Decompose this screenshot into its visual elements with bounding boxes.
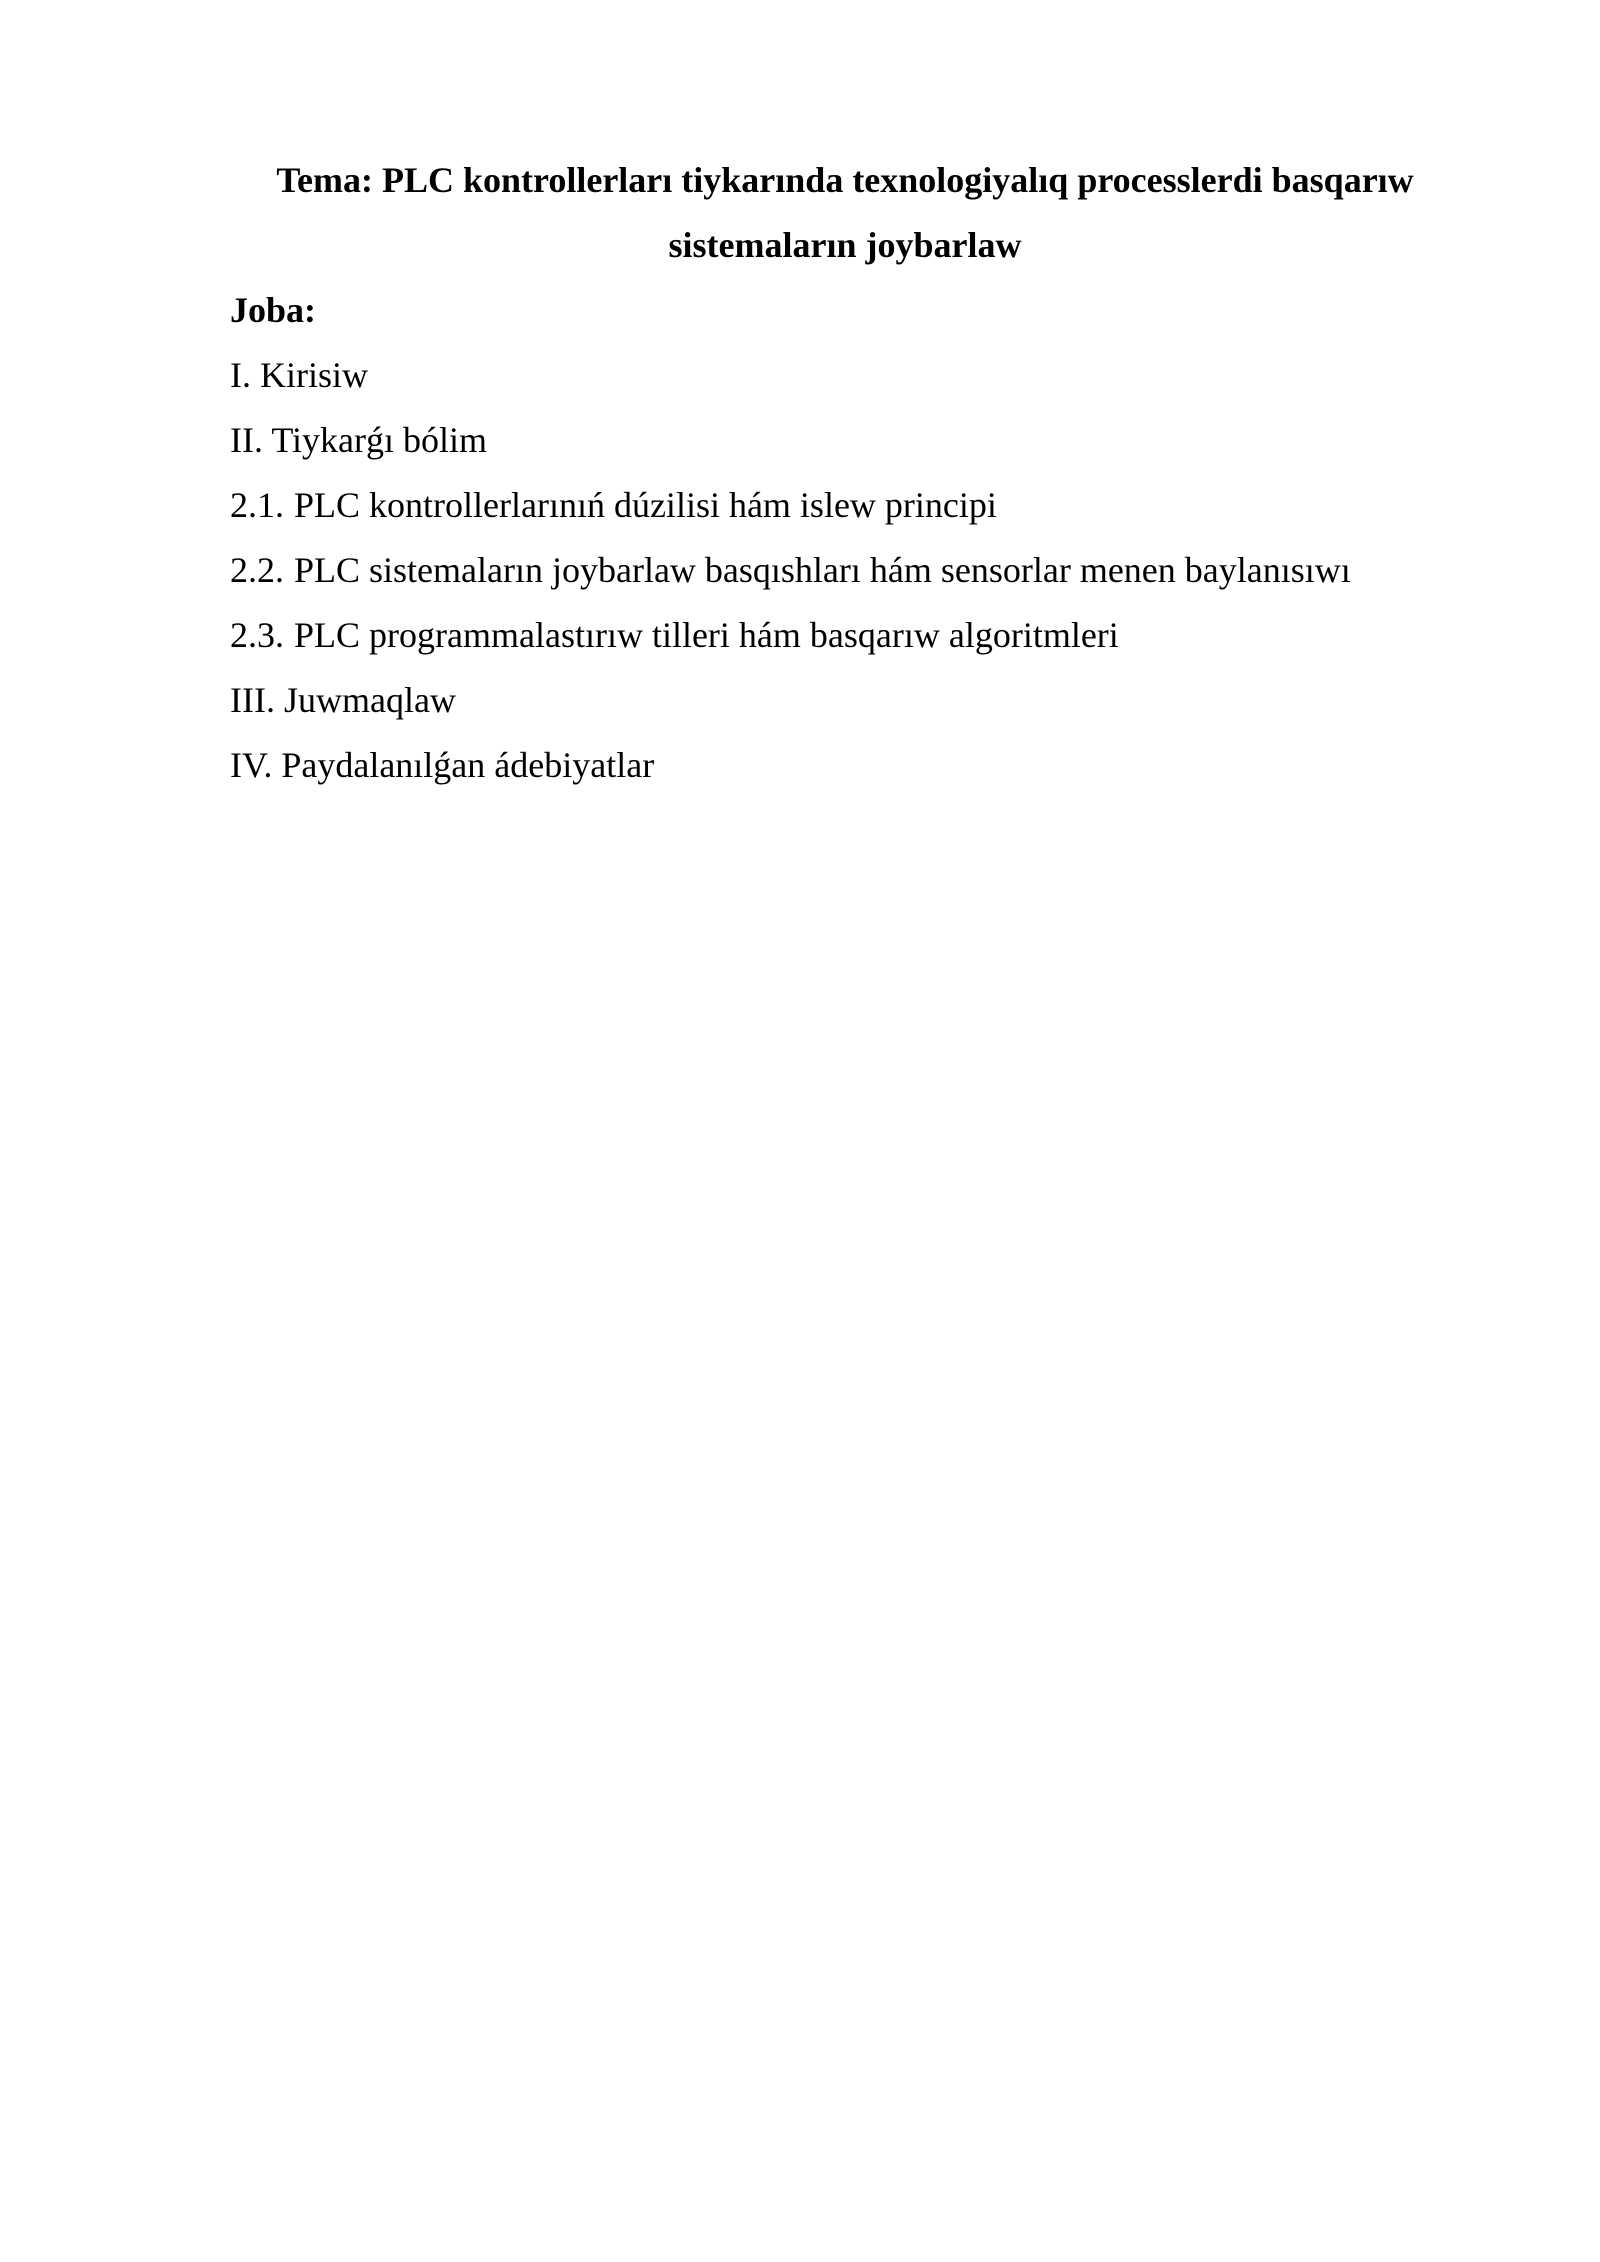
plan-list <box>230 343 1460 798</box>
plan-item-text: II. Tiykarǵı bólim <box>230 420 488 460</box>
plan-item-text: I. Kirisiw <box>230 355 368 395</box>
plan-item <box>230 733 1460 798</box>
plan-item-number: 2.2. <box>230 550 284 590</box>
plan-item-text: PLC programmalastırıw tilleri hám basqarıw algoritmleri <box>294 615 1119 655</box>
plan-item <box>230 668 1460 733</box>
plan-item <box>230 603 1460 668</box>
plan-item <box>230 473 1460 538</box>
plan-item <box>230 538 1460 603</box>
document-title <box>230 148 1460 278</box>
plan-heading: Joba: <box>230 290 317 330</box>
plan-item-number: 2.3. <box>230 615 284 655</box>
title-line-1: Tema: PLC kontrollerları tiykarında texnologiyalıq processlerdi basqarıw <box>276 160 1414 200</box>
plan-item <box>230 408 1460 473</box>
plan-item-text: PLC sistemaların joybarlaw basqıshları hám sensorlar menen baylanısıwı <box>294 550 1351 590</box>
plan-item-text: III. Juwmaqlaw <box>230 680 456 720</box>
plan-item <box>230 343 1460 408</box>
plan-item-number: 2.1. <box>230 485 284 525</box>
document-content <box>230 148 1460 798</box>
plan-item-text: IV. Paydalanılǵan ádebiyatlar <box>230 745 655 785</box>
title-line-2: sistemaların joybarlaw <box>668 225 1022 265</box>
plan-item-text: PLC kontrollerlarınıń dúzilisi hám islew principi <box>294 485 997 525</box>
